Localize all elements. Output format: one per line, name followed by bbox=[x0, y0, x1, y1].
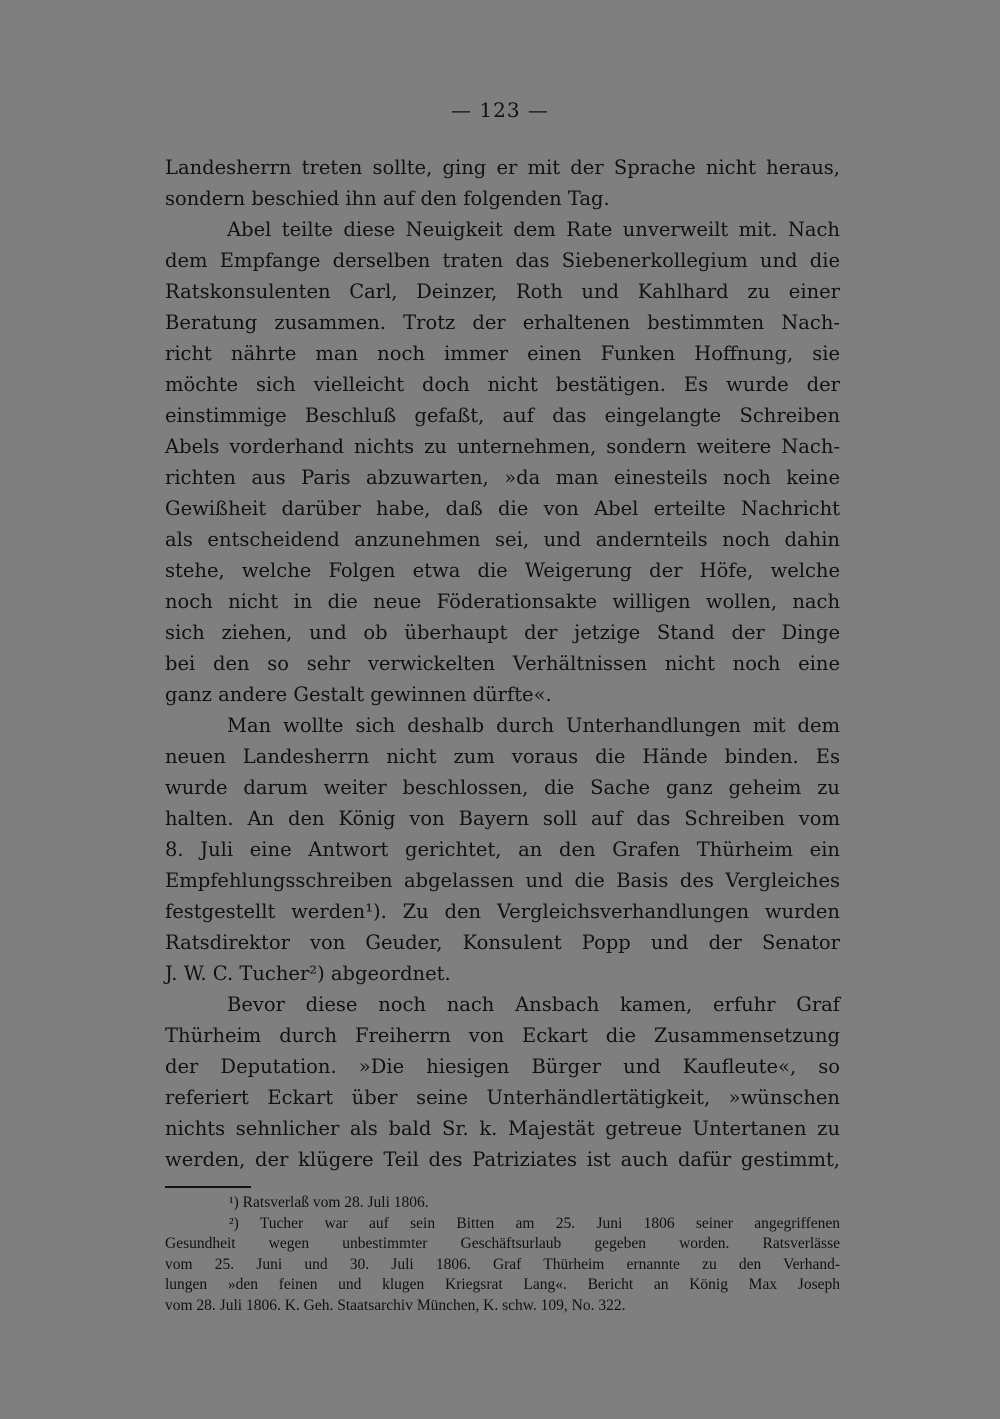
text-line: Gewißheit darüber habe, daß die von Abel erteilte Nachricht bbox=[165, 497, 840, 520]
text-line: referiert Eckart über seine Unterhändlertätigkeit, »wünschen bbox=[165, 1086, 840, 1109]
text-line: festgestellt werden¹). Zu den Vergleichsverhandlungen wurden bbox=[165, 900, 840, 923]
text-line: neuen Landesherrn nicht zum voraus die Hände binden. Es bbox=[165, 745, 840, 768]
text-line: J. W. C. Tucher²) abgeordnet. bbox=[165, 962, 451, 985]
text-line: Abels vorderhand nichts zu unternehmen, sondern weitere Nach- bbox=[165, 435, 840, 458]
footnote-divider bbox=[165, 1186, 251, 1188]
text-line: möchte sich vielleicht doch nicht bestätigen. Es wurde der bbox=[165, 373, 840, 396]
footnote-line: vom 28. Juli 1806. K. Geh. Staatsarchiv München, K. schw. 109, No. 322. bbox=[165, 1296, 626, 1314]
body-text bbox=[165, 152, 840, 1175]
text-line: richten aus Paris abzuwarten, »da man einesteils noch keine bbox=[165, 466, 840, 489]
text-line: Abel teilte diese Neuigkeit dem Rate unverweilt mit. Nach bbox=[227, 218, 840, 241]
text-line: sondern beschied ihn auf den folgenden Tag. bbox=[165, 187, 610, 210]
text-line: Ratskonsulenten Carl, Deinzer, Roth und Kahlhard zu einer bbox=[165, 280, 840, 303]
text-line: der Deputation. »Die hiesigen Bürger und Kaufleute«, so bbox=[165, 1055, 840, 1078]
text-line: Bevor diese noch nach Ansbach kamen, erfuhr Graf bbox=[227, 993, 840, 1016]
text-line: halten. An den König von Bayern soll auf das Schreiben vom bbox=[165, 807, 840, 830]
text-line: wurde darum weiter beschlossen, die Sache ganz geheim zu bbox=[165, 776, 840, 799]
text-line: bei den so sehr verwickelten Verhältnissen nicht noch eine bbox=[165, 652, 840, 675]
text-line: Ratsdirektor von Geuder, Konsulent Popp und der Senator bbox=[165, 931, 840, 954]
text-line: Man wollte sich deshalb durch Unterhandlungen mit dem bbox=[227, 714, 840, 737]
footnote-line: Gesundheit wegen unbestimmter Geschäftsurlaub gegeben worden. Ratsverlässe bbox=[165, 1235, 840, 1252]
text-line: ganz andere Gestalt gewinnen dürfte«. bbox=[165, 683, 552, 706]
text-line: als entscheidend anzunehmen sei, und andernteils noch dahin bbox=[165, 528, 840, 551]
text-line: Beratung zusammen. Trotz der erhaltenen bestimmten Nach- bbox=[165, 311, 840, 334]
text-line: 8. Juli eine Antwort gerichtet, an den Grafen Thürheim ein bbox=[165, 838, 840, 861]
text-line: werden, der klügere Teil des Patriziates ist auch dafür gestimmt, bbox=[165, 1148, 840, 1171]
footnote-line: lungen »den feinen und klugen Kriegsrat Lang«. Bericht an König Max Joseph bbox=[165, 1276, 840, 1293]
text-line: dem Empfange derselben traten das Siebenerkollegium und die bbox=[165, 249, 840, 272]
footnote-line: ¹) Ratsverlaß vom 28. Juli 1806. bbox=[229, 1194, 429, 1211]
page-number: — 123 — bbox=[451, 98, 549, 122]
text-line: nichts sehnlicher als bald Sr. k. Majestät getreue Untertanen zu bbox=[165, 1117, 840, 1140]
text-line: stehe, welche Folgen etwa die Weigerung der Höfe, welche bbox=[165, 559, 840, 582]
footnotes bbox=[165, 1193, 840, 1316]
text-line: sich ziehen, und ob überhaupt der jetzige Stand der Dinge bbox=[165, 621, 840, 644]
text-line: Landesherrn treten sollte, ging er mit der Sprache nicht heraus, bbox=[165, 156, 840, 179]
text-line: Thürheim durch Freiherrn von Eckart die Zusammensetzung bbox=[165, 1024, 840, 1047]
footnote-line: ²) Tucher war auf sein Bitten am 25. Juni 1806 seiner angegriffenen bbox=[229, 1214, 840, 1232]
footnote-line: vom 25. Juni und 30. Juli 1806. Graf Thürheim ernannte zu den Verhand- bbox=[165, 1255, 840, 1273]
text-line: einstimmige Beschluß gefaßt, auf das eingelangte Schreiben bbox=[165, 404, 840, 427]
text-line: richt nährte man noch immer einen Funken Hoffnung, sie bbox=[165, 342, 840, 365]
text-line: Empfehlungsschreiben abgelassen und die Basis des Vergleiches bbox=[165, 869, 840, 892]
text-line: noch nicht in die neue Föderationsakte willigen wollen, nach bbox=[165, 590, 840, 613]
